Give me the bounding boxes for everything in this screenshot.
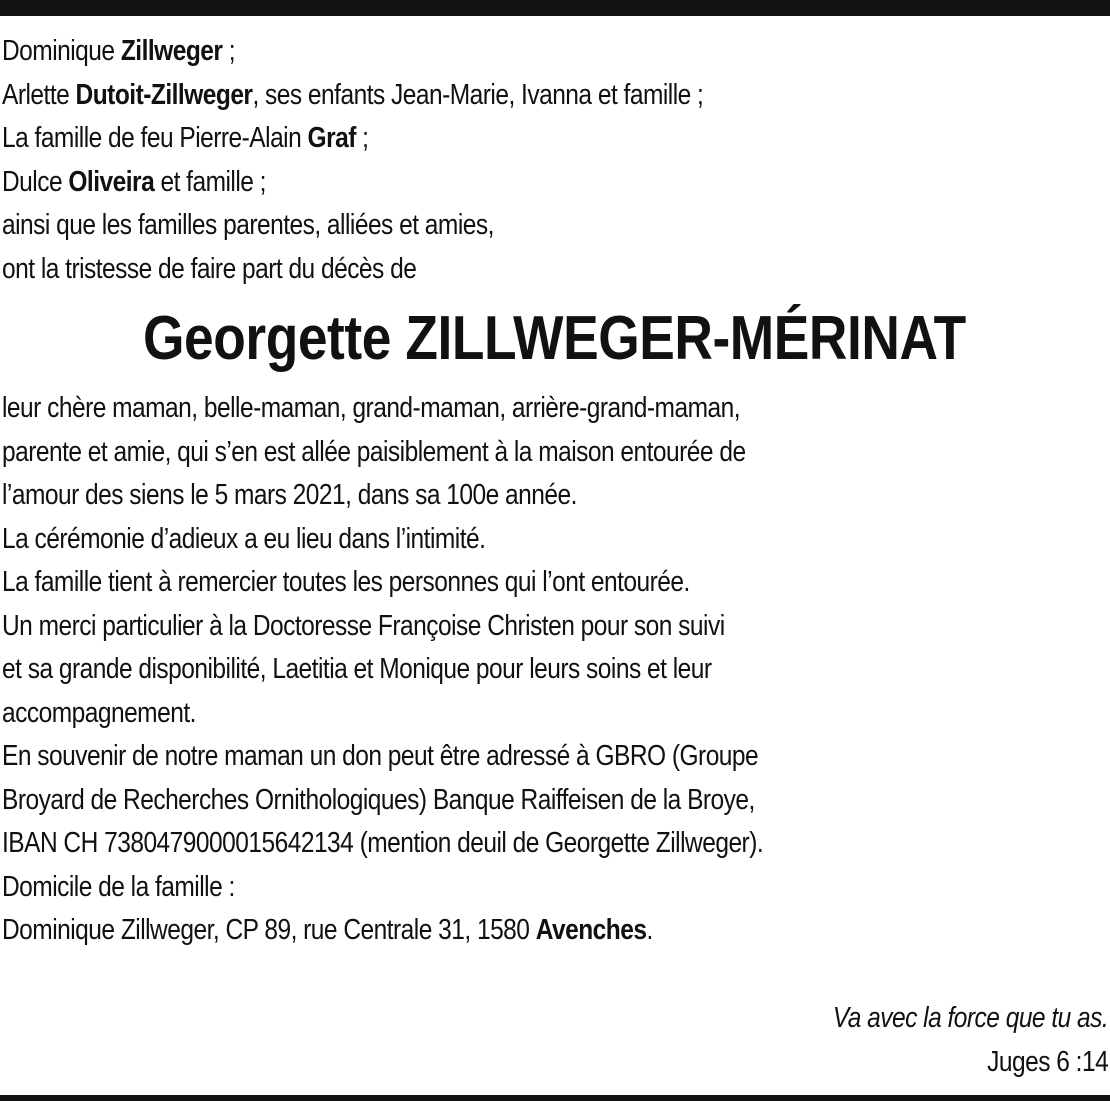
family-surname: Oliveira xyxy=(68,165,155,198)
family-line-5: ainsi que les familles parentes, alliées et amies, xyxy=(2,209,494,241)
top-rule xyxy=(0,0,1110,16)
family-suffix: ; xyxy=(355,122,369,154)
family-surname: Zillweger xyxy=(120,35,223,67)
family-suffix: , ses enfants Jean-Marie, Ivanna et famille ; xyxy=(252,78,704,111)
body-line-1: leur chère maman, belle-maman, grand-maman, arrière-grand-maman, xyxy=(2,392,741,424)
body-line-4: La cérémonie d’adieux a eu lieu dans l’intimité. xyxy=(2,522,486,555)
body-line-12: Domicile de la famille : xyxy=(2,870,235,903)
family-name-first: Arlette xyxy=(2,78,76,111)
body-line-2: parente et amie, qui s’en est allée paisiblement à la maison entourée de xyxy=(2,435,746,468)
family-name-first: Dominique xyxy=(2,35,121,67)
obituary-text xyxy=(2,30,1106,953)
family-suffix: et famille ; xyxy=(154,165,266,198)
family-line-4 xyxy=(2,161,951,205)
address-street: Dominique Zillweger, CP 89, rue Centrale 31, 1580 xyxy=(2,914,536,946)
address-suffix: . xyxy=(646,914,653,946)
family-line-3 xyxy=(2,117,951,161)
family-name-first: Dulce xyxy=(2,165,69,198)
family-surname: Dutoit-Zillweger xyxy=(75,78,253,111)
body-line-3: l’amour des siens le 5 mars 2021, dans sa 100e année. xyxy=(2,479,577,511)
body-line-8: accompagnement. xyxy=(2,696,196,729)
quote-reference: Juges 6 :14 xyxy=(986,1045,1108,1078)
family-line-1 xyxy=(2,30,951,74)
body-line-6: Un merci particulier à la Doctoresse Françoise Christen pour son suivi xyxy=(2,609,725,642)
deceased-name-text: Georgette ZILLWEGER-MÉRINAT xyxy=(142,304,966,373)
family-surname: Graf xyxy=(307,122,356,154)
body-line-5: La famille tient à remercier toutes les personnes qui l’ont entourée. xyxy=(2,566,690,598)
address-town: Avenches xyxy=(535,914,647,946)
family-line-2 xyxy=(2,74,951,118)
quote-verse: Va avec la force que tu as. xyxy=(832,1002,1108,1034)
bottom-rule xyxy=(0,1095,1110,1101)
body-line-7: et sa grande disponibilité, Laetitia et Monique pour leurs soins et leur xyxy=(2,653,712,685)
family-suffix: ; xyxy=(222,35,236,67)
family-name-first: La famille de feu Pierre-Alain xyxy=(2,122,308,154)
closing-quote xyxy=(788,997,1108,1084)
deceased-name xyxy=(2,291,1106,387)
announcement-line: ont la tristesse de faire part du décès de xyxy=(2,252,417,285)
body-line-11: IBAN CH 7380479000015642134 (mention deuil de Georgette Zillweger). xyxy=(2,827,764,859)
family-address xyxy=(2,909,951,953)
body-line-9: En souvenir de notre maman un don peut être adressé à GBRO (Groupe xyxy=(2,740,759,772)
body-line-10: Broyard de Recherches Ornithologiques) Banque Raiffeisen de la Broye, xyxy=(2,783,755,816)
